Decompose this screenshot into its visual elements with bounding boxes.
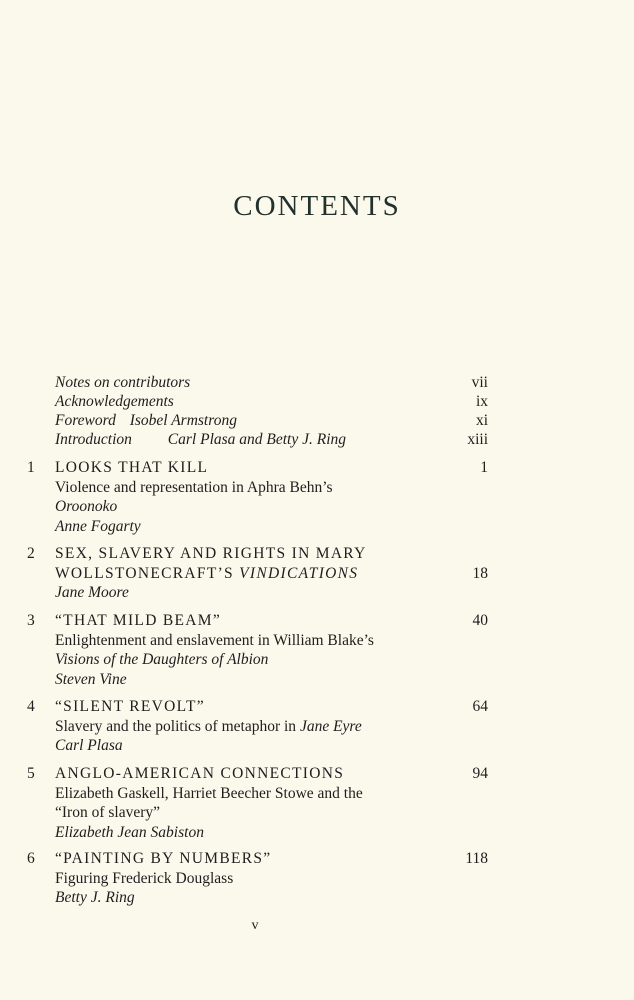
toc-chapter-6[interactable] [27, 849, 488, 909]
toc-chapter-4[interactable] [27, 697, 488, 757]
chapter-number: 1 [27, 459, 35, 476]
chapter-page: 64 [472, 698, 488, 715]
chapter-title: “THAT MILD BEAM” [55, 612, 222, 629]
chapter-subtitle-italic: Visions of the Daughters of Albion [55, 651, 269, 668]
toc-chapter-5[interactable] [27, 764, 488, 844]
chapter-title-prefix: WOLLSTONECRAFT’S [55, 564, 240, 582]
chapter-title-italic: VINDICATIONS [239, 564, 359, 582]
chapter-page: 94 [472, 765, 488, 782]
entry-page: vii [471, 374, 488, 391]
chapter-title: “SILENT REVOLT” [55, 698, 205, 715]
chapter-title: “PAINTING BY NUMBERS” [55, 850, 272, 867]
toc-chapter-2[interactable] [27, 544, 488, 604]
toc-entry-introduction[interactable] [55, 430, 488, 449]
chapter-subtitle-italic: Jane Eyre [299, 717, 362, 735]
entry-label: Introduction [55, 431, 132, 448]
chapter-number: 5 [27, 765, 35, 782]
page-number: v [251, 918, 259, 933]
entry-page: xiii [467, 431, 488, 448]
chapter-title-line2 [55, 564, 488, 584]
chapter-number: 6 [27, 850, 35, 867]
chapter-page: 18 [472, 564, 488, 582]
entry-page: ix [475, 393, 488, 410]
toc-chapter-1[interactable] [27, 458, 488, 538]
chapter-number: 3 [27, 612, 35, 629]
chapter-title: ANGLO-AMERICAN CONNECTIONS [55, 765, 345, 782]
toc-entry-acknowledgements[interactable] [55, 392, 488, 411]
entry-label: Notes on contributors [55, 374, 191, 391]
chapter-author: Betty J. Ring [55, 889, 135, 906]
chapter-number: 4 [27, 698, 35, 715]
chapter-subtitle [55, 717, 488, 737]
toc-entry-contributors[interactable] [55, 373, 488, 392]
entry-page: xi [475, 412, 488, 429]
chapter-author: Carl Plasa [55, 737, 123, 754]
chapter-author: Anne Fogarty [55, 517, 141, 535]
chapter-page: 118 [465, 850, 488, 867]
chapter-page: 40 [472, 612, 488, 629]
page-title: CONTENTS [233, 190, 401, 222]
front-matter-list [55, 373, 488, 449]
entry-author: Carl Plasa and Betty J. Ring [167, 431, 347, 448]
chapter-title: LOOKS THAT KILL [55, 459, 209, 476]
chapter-subtitle-line2: “Iron of slavery” [55, 804, 161, 821]
chapter-subtitle: Figuring Frederick Douglass [55, 869, 234, 887]
chapter-number: 2 [27, 545, 35, 562]
chapter-subtitle: Enlightenment and enslavement in William Blake’s [55, 631, 374, 649]
chapter-author: Steven Vine [55, 670, 127, 688]
entry-label: Acknowledgements [55, 393, 174, 410]
chapter-page: 1 [480, 459, 488, 476]
chapter-subtitle-prefix: Slavery and the politics of metaphor in [55, 717, 300, 735]
toc-entry-foreword[interactable] [55, 411, 488, 430]
chapter-subtitle: Elizabeth Gaskell, Harriet Beecher Stowe and the [55, 784, 363, 802]
entry-label: Foreword [55, 412, 116, 429]
chapter-author: Elizabeth Jean Sabiston [55, 823, 204, 841]
chapter-subtitle-italic: Oroonoko [55, 498, 118, 515]
chapter-title: SEX, SLAVERY AND RIGHTS IN MARY [55, 545, 367, 562]
toc-chapter-3[interactable] [27, 611, 488, 691]
chapter-author: Jane Moore [55, 584, 129, 601]
chapter-subtitle: Violence and representation in Aphra Behn’s [55, 478, 333, 496]
entry-author: Isobel Armstrong [129, 412, 237, 429]
